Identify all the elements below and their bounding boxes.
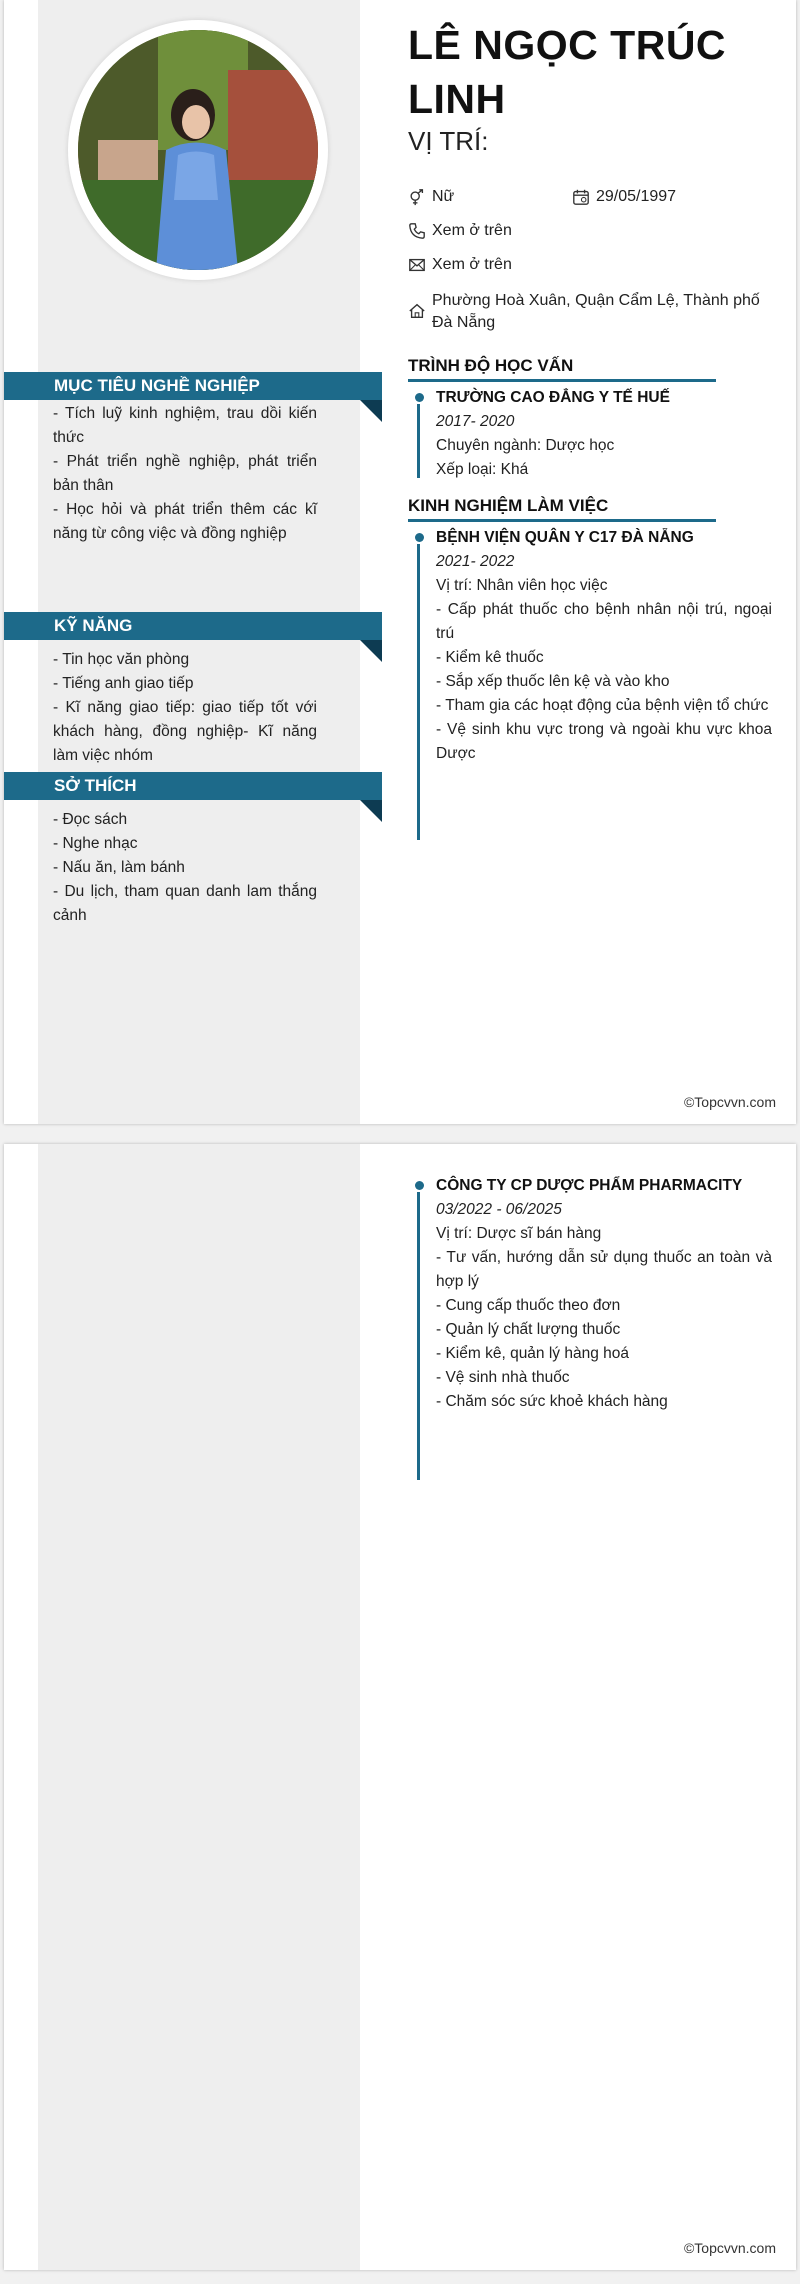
education-heading: [408, 356, 716, 382]
job-line: - Sắp xếp thuốc lên kệ và vào kho: [436, 673, 670, 690]
timeline-line: [417, 1192, 420, 1480]
timeline-dot: [415, 533, 424, 542]
experience-title: KINH NGHIỆM LÀM VIỆC: [408, 496, 609, 515]
contact-email: [408, 254, 512, 276]
hobby-line: - Du lịch, tham quan danh lam thắng cảnh: [53, 883, 317, 924]
calendar-icon: [572, 188, 590, 206]
job-line: - Chăm sóc sức khoẻ khách hàng: [436, 1393, 668, 1410]
page-footer: ©Topcvvn.com: [683, 1094, 776, 1110]
hobbies-text: [53, 808, 317, 928]
page-footer: ©Topcvvn.com: [683, 2240, 776, 2256]
job-line: Vị trí: Dược sĩ bán hàng: [436, 1225, 602, 1242]
experience-heading: [408, 496, 716, 522]
skill-line: - Tiếng anh giao tiếp: [53, 675, 194, 692]
skills-heading: [4, 612, 382, 640]
objective-title: MỤC TIÊU NGHỀ NGHIỆP: [54, 376, 260, 395]
education-grade: Xếp loại: Khá: [436, 461, 529, 478]
job-line: Vị trí: Nhân viên học việc: [436, 577, 608, 594]
education-major: Chuyên ngành: Dược học: [436, 437, 615, 454]
sidebar-background: [38, 1144, 360, 2270]
job-date: 2021- 2022: [436, 553, 515, 570]
contact-address: [408, 290, 778, 334]
phone-icon: [408, 222, 426, 240]
email-value: Xem ở trên: [432, 256, 512, 273]
contact-birthday: [572, 186, 676, 208]
timeline-line: [417, 544, 420, 840]
candidate-name: LÊ NGỌC TRÚC LINH: [408, 22, 727, 122]
skill-line: - Kĩ năng giao tiếp: giao tiếp tốt với khách hàng, đồng nghiệp- Kĩ năng làm việc nhóm: [53, 699, 317, 764]
objective-text: [53, 402, 317, 546]
job-line: - Tham gia các hoạt động của bệnh viện tổ chức: [436, 697, 769, 714]
hobby-line: - Nghe nhạc: [53, 835, 138, 852]
hobbies-title: SỞ THÍCH: [54, 776, 137, 795]
skill-line: - Tin học văn phòng: [53, 651, 190, 668]
address-value: Phường Hoà Xuân, Quận Cẩm Lệ, Thành phố Đà Nẵng: [432, 292, 760, 331]
school-name: TRƯỜNG CAO ĐẲNG Y TẾ HUẾ: [436, 389, 670, 406]
home-icon: [408, 302, 426, 320]
email-icon: [408, 256, 426, 274]
experience-entry: [436, 1174, 772, 1414]
gender-icon: [408, 188, 426, 206]
contact-phone: [408, 220, 512, 242]
objective-line: - Phát triển nghề nghiệp, phát triển bản thân: [53, 453, 317, 494]
avatar: [68, 20, 328, 280]
phone-value: Xem ở trên: [432, 222, 512, 239]
hobbies-heading: [4, 772, 382, 800]
contact-gender: [408, 186, 454, 208]
job-line: - Kiểm kê, quản lý hàng hoá: [436, 1345, 630, 1362]
job-line: - Quản lý chất lượng thuốc: [436, 1321, 621, 1338]
skills-text: [53, 648, 317, 768]
job-line: - Vệ sinh khu vực trong và ngoài khu vực khoa Dược: [436, 721, 772, 762]
ribbon-fold: [360, 400, 382, 422]
timeline-dot: [415, 393, 424, 402]
experience-entry: [436, 526, 772, 766]
education-title: TRÌNH ĐỘ HỌC VẤN: [408, 356, 574, 375]
job-line: - Kiểm kê thuốc: [436, 649, 544, 666]
timeline-dot: [415, 1181, 424, 1190]
skills-title: KỸ NĂNG: [54, 616, 133, 635]
job-line: - Tư vấn, hướng dẫn sử dụng thuốc an toàn và hợp lý: [436, 1249, 772, 1290]
hobby-line: - Nấu ăn, làm bánh: [53, 859, 185, 876]
job-line: - Cấp phát thuốc cho bệnh nhân nội trú, ngoại trú: [436, 601, 772, 642]
company-name: BỆNH VIỆN QUÂN Y C17 ĐÀ NẴNG: [436, 529, 694, 546]
education-entry: [436, 386, 772, 482]
birthday-value: 29/05/1997: [596, 188, 677, 205]
education-date: 2017- 2020: [436, 413, 515, 430]
cv-page-1: [4, 0, 796, 1124]
profile-photo: [78, 30, 318, 270]
ribbon-fold: [360, 640, 382, 662]
job-date: 03/2022 - 06/2025: [436, 1201, 562, 1218]
job-line: - Cung cấp thuốc theo đơn: [436, 1297, 621, 1314]
cv-page-2: [4, 1144, 796, 2270]
objective-line: - Tích luỹ kinh nghiệm, trau dồi kiến thức: [53, 405, 317, 446]
timeline-line: [417, 404, 420, 478]
objective-line: - Học hỏi và phát triển thêm các kĩ năng từ công việc và đồng nghiệp: [53, 501, 317, 542]
job-line: - Vệ sinh nhà thuốc: [436, 1369, 570, 1386]
hobby-line: - Đọc sách: [53, 811, 128, 828]
objective-heading: [4, 372, 382, 400]
gender-value: Nữ: [432, 188, 455, 205]
position-label: VỊ TRÍ:: [408, 126, 489, 156]
ribbon-fold: [360, 800, 382, 822]
company-name: CÔNG TY CP DƯỢC PHẨM PHARMACITY: [436, 1177, 743, 1194]
